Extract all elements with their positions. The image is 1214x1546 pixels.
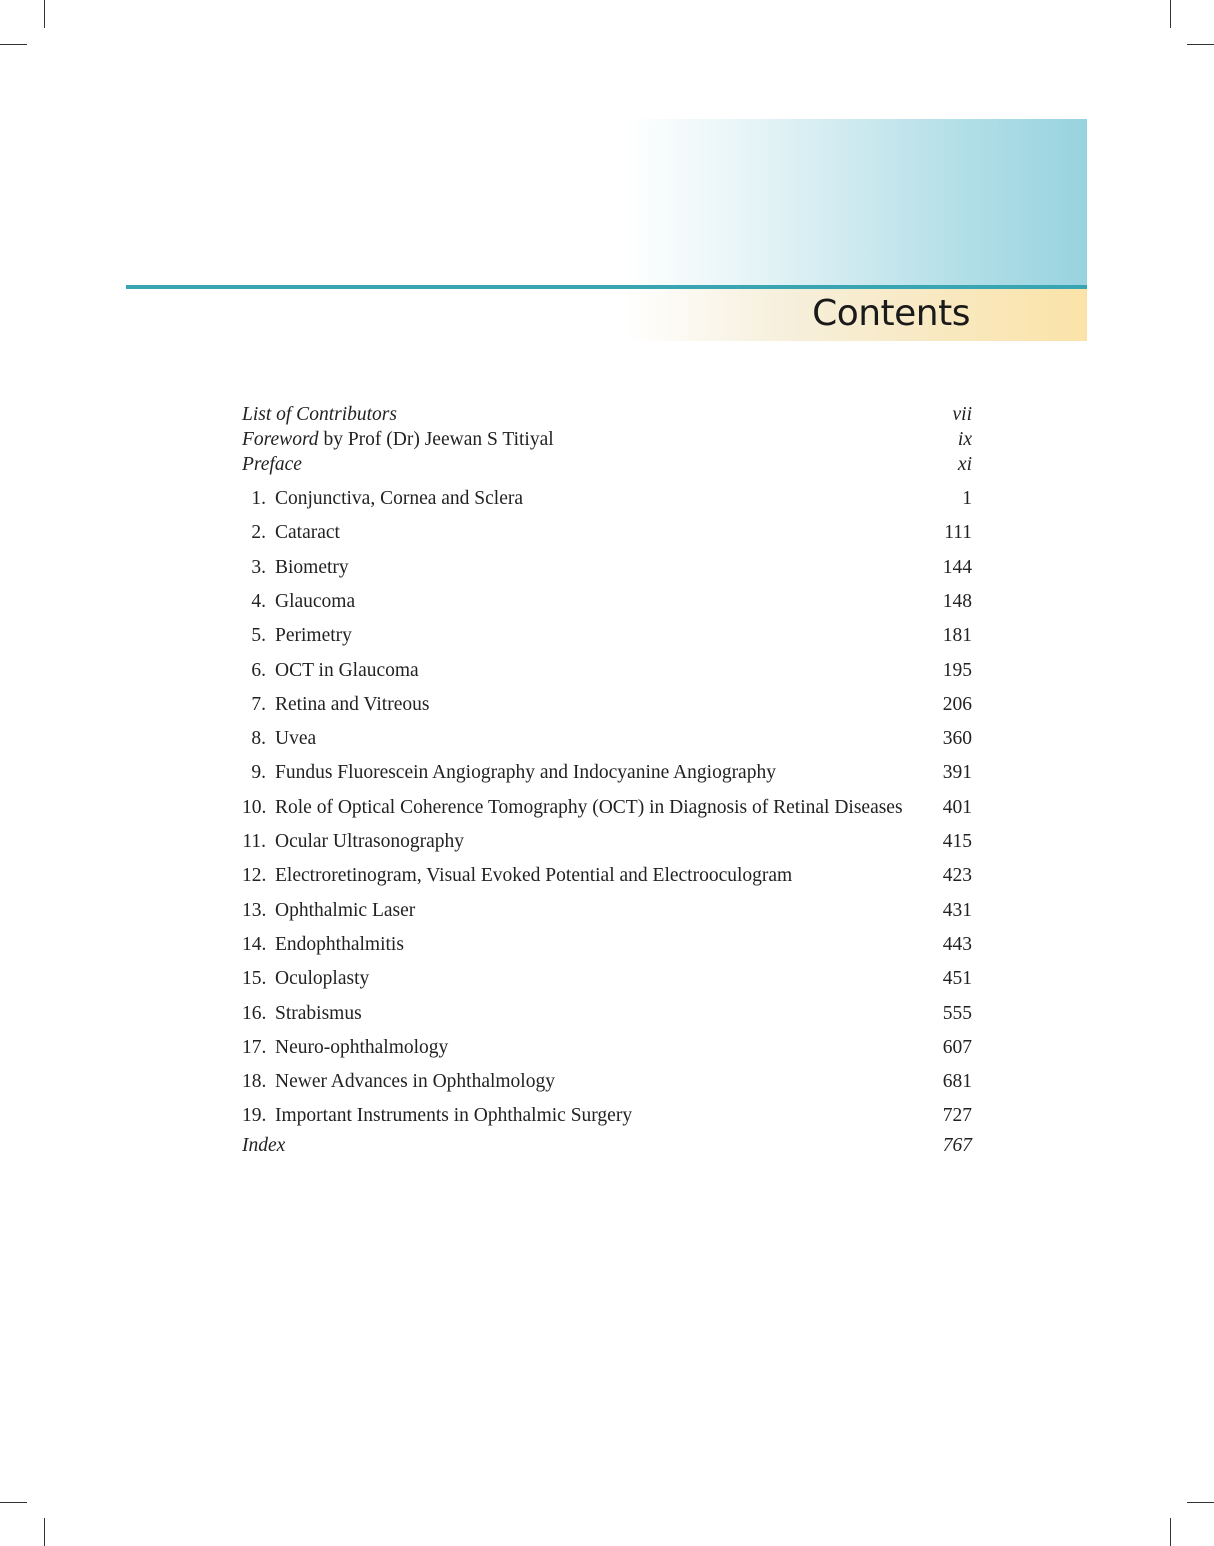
chapter-number: 19.: [242, 1105, 267, 1127]
crop-mark: [44, 0, 45, 28]
page-number: 607: [942, 1036, 972, 1058]
toc-front-matter-item[interactable]: [242, 404, 972, 426]
toc-chapter-item[interactable]: [242, 625, 972, 647]
toc-front-matter-item[interactable]: [242, 429, 972, 451]
chapter-title: Neuro-ophthalmology: [275, 1036, 449, 1058]
chapter-number: 11.: [242, 831, 266, 852]
toc-chapter-item[interactable]: [242, 522, 972, 544]
chapter-title: Uvea: [275, 728, 317, 750]
page-number: 148: [942, 590, 972, 612]
toc-chapter-item[interactable]: [242, 968, 972, 990]
entry-title: by Prof (Dr) Jeewan S Titiyal: [318, 429, 554, 450]
toc-chapter-item[interactable]: [242, 1105, 972, 1127]
toc-front-matter-item[interactable]: [242, 454, 972, 476]
chapter-title: Oculoplasty: [275, 968, 370, 990]
page-number: 111: [944, 522, 972, 544]
toc-chapter-item[interactable]: [242, 728, 972, 750]
chapter-number: 4.: [251, 590, 266, 612]
chapter-number: 17.: [242, 1036, 267, 1058]
page-number: 401: [942, 796, 972, 818]
toc-chapter-item[interactable]: [242, 762, 972, 784]
chapter-title: Ocular Ultrasonography: [275, 831, 464, 852]
entry-title-italic: Foreword: [242, 429, 319, 450]
chapter-title: Biometry: [275, 556, 349, 578]
chapter-number: 7.: [251, 693, 266, 715]
chapter-number: 1.: [251, 488, 266, 509]
page-number: 767: [942, 1135, 972, 1156]
crop-mark: [1187, 44, 1214, 45]
page-number: 727: [942, 1105, 972, 1127]
page-number: 360: [942, 728, 972, 750]
page-number: 206: [942, 693, 972, 715]
page-number: ix: [957, 429, 972, 450]
chapter-number: 12.: [242, 865, 267, 887]
crop-mark: [1170, 1518, 1171, 1546]
crop-mark: [1170, 0, 1171, 28]
chapter-title: Ophthalmic Laser: [275, 899, 416, 921]
toc-chapter-item[interactable]: [242, 488, 972, 510]
entry-title-italic: Preface: [242, 454, 302, 475]
crop-mark: [1187, 1502, 1214, 1503]
chapter-title: Endophthalmitis: [275, 933, 404, 955]
page-number: 181: [942, 625, 972, 647]
chapter-number: 5.: [251, 625, 266, 647]
toc-chapter-item[interactable]: [242, 900, 972, 922]
page-number: xi: [957, 454, 972, 475]
chapter-number: 18.: [242, 1071, 267, 1093]
chapter-title: Role of Optical Coherence Tomography (OCT) in Diagnosis of Retinal Diseases: [275, 796, 903, 818]
header-banner: [625, 119, 1087, 287]
entry-title-italic: List of Contributors: [242, 404, 397, 425]
page-number: vii: [952, 404, 972, 425]
page-title: Contents: [812, 293, 970, 334]
page-number: 144: [942, 556, 972, 578]
chapter-title: OCT in Glaucoma: [275, 659, 419, 681]
chapter-number: 13.: [242, 899, 267, 921]
chapter-number: 9.: [251, 762, 266, 784]
chapter-title: Newer Advances in Ophthalmology: [275, 1071, 555, 1093]
chapter-number: 16.: [242, 1002, 267, 1024]
crop-mark: [44, 1518, 45, 1546]
chapter-title: Fundus Fluorescein Angiography and Indocyanine Angiography: [275, 762, 776, 784]
page-number: 423: [942, 865, 972, 887]
crop-mark: [0, 44, 27, 45]
toc-chapter-item[interactable]: [242, 865, 972, 887]
toc-chapter-item[interactable]: [242, 1003, 972, 1025]
toc-chapter-item[interactable]: [242, 1037, 972, 1059]
toc-chapter-item[interactable]: [242, 694, 972, 716]
toc-chapter-item[interactable]: [242, 797, 972, 819]
page-number: 1: [962, 488, 972, 509]
chapter-number: 15.: [242, 968, 267, 990]
chapter-number: 3.: [251, 556, 266, 578]
page-number: 195: [942, 659, 972, 681]
chapter-title: Electroretinogram, Visual Evoked Potential and Electrooculogram: [275, 865, 793, 887]
toc-chapter-item[interactable]: [242, 934, 972, 956]
page-number: 681: [942, 1071, 972, 1093]
chapter-number: 10.: [242, 796, 267, 818]
chapter-title: Perimetry: [275, 625, 352, 647]
toc-chapter-item[interactable]: [242, 1071, 972, 1093]
toc-chapter-item[interactable]: [242, 831, 972, 853]
crop-mark: [0, 1502, 27, 1503]
toc-index-item[interactable]: [242, 1135, 972, 1157]
toc-chapter-item[interactable]: [242, 591, 972, 613]
chapter-title: Cataract: [275, 522, 340, 544]
page-number: 391: [942, 762, 972, 784]
page-number: 431: [942, 899, 972, 921]
chapter-title: Conjunctiva, Cornea and Sclera: [275, 488, 524, 509]
toc-chapter-item[interactable]: [242, 557, 972, 579]
chapter-number: 2.: [251, 522, 266, 544]
chapter-number: 6.: [251, 659, 266, 681]
chapter-title: Glaucoma: [275, 590, 356, 612]
page-number: 415: [942, 831, 972, 852]
toc-chapter-item[interactable]: [242, 660, 972, 682]
chapter-title: Important Instruments in Ophthalmic Surgery: [275, 1105, 633, 1127]
page-number: 451: [942, 968, 972, 990]
chapter-title: Retina and Vitreous: [275, 693, 430, 715]
chapter-number: 14.: [242, 933, 267, 955]
page-number: 555: [942, 1002, 972, 1024]
page-number: 443: [942, 933, 972, 955]
chapter-title: Strabismus: [275, 1002, 362, 1024]
index-label: Index: [242, 1135, 286, 1156]
chapter-number: 8.: [251, 728, 266, 750]
